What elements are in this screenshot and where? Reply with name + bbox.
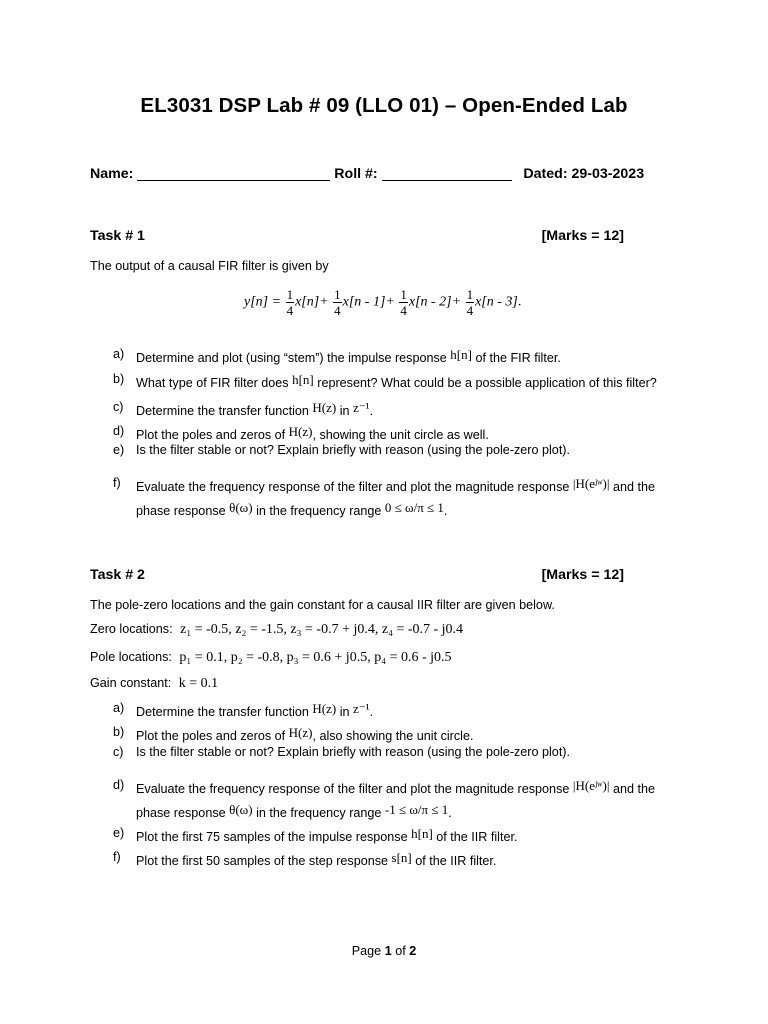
task2-marks: [Marks = 12] xyxy=(541,567,624,583)
task2-heading: Task # 2 xyxy=(90,567,145,583)
magnitude-response-symbol: |H(eʲʷ)| xyxy=(572,778,610,793)
z-inverse-symbol: z⁻¹ xyxy=(353,701,370,716)
transfer-fn-symbol: H(z) xyxy=(312,400,337,415)
roll-blank xyxy=(382,166,512,181)
zero-locations: Zero locations: z₁ = -0.5, z₂ = -1.5, z₃ = -0.7 + j0.4, z₄ = -0.7 - j0.4 xyxy=(90,622,464,637)
magnitude-response-symbol: |H(eʲʷ)| xyxy=(572,476,610,491)
eq-frac-3: $\frac{1}{4}$ xyxy=(400,287,407,318)
transfer-fn-symbol: H(z) xyxy=(288,424,313,439)
eq-frac-2: $\frac{1}{4}$ xyxy=(334,287,341,318)
task1-heading: Task # 1 xyxy=(90,228,145,244)
eq-frac-4: $\frac{1}{4}$ xyxy=(466,287,474,318)
s-n-symbol: s[n] xyxy=(391,850,412,865)
zero-values: z₁ = -0.5, z₂ = -1.5, z₃ = -0.7 + j0.4, z₄ = -0.7 - j0.4 xyxy=(180,622,464,637)
frequency-range-symbol: -1 ≤ ω/π ≤ 1 xyxy=(384,802,449,817)
document-page: EL3031 DSP Lab # 09 (LLO 01) – Open-Ended Lab Name: Roll #: Dated: 29-03-2023 Task # 1 [Marks = 12] The output of a causal FIR filter is given by y[n] = $\frac{1}{4}$ x[n]+ $\frac{1}{4}$ x[n - 1]+ $\frac{1}{4}$ x[n - 2]+ $\frac{1}{4}$ x[n - 3]. a) Determine and plot (using “stem”) the impulse response h[n] of the FIR filter. b) What type of FIR filter does h[n] represent? What could be a possible application of this filter? c) Determine the transfer function H(z) in z⁻¹. d) Plot the poles and zeros of H(z), showing the unit circle as well. e) Is the filter stable or not? Explain briefly with reason (using the pole-zero plot). f) Evaluate the frequency response of the filter and plot the magnitude response |H(eʲʷ)| and the phase response θ(ω) in the frequency range 0 ≤ ω/π ≤ 1. Task # 2 [Marks = 12] The pole-zero locations and the gain constant for a causal IIR filter are given below. Zero locations: z₁ = -0.5, z₂ = -1.5, z₃ = -0.7 + j0.4, z₄ = -0.7 - j0.4 Pole locations: p₁ = 0.1, p₂ = -0.8, p₃ = 0.6 + j0.5, p₄ = 0.6 - j0.5 Gain constant: k = 0.1 a) Determine the transfer function H(z) in z⁻¹. b) Plot the poles and zeros of H(z), also showing the unit circle. c) Is the filter stable or not? Explain briefly with reason (using the pole-zero plot). d) Evaluate the frequency response of the filter and plot the magnitude response |H(eʲʷ)| and the phase response θ(ω) in the frequency range -1 ≤ ω/π ≤ 1. e) Plot the first 75 samples of the impulse response h[n] of the IIR filter. f) Plot the first 50 samples of the step response s[n] of the IIR filter. Page 1 of 2 xyxy=(0,0,768,1024)
pole-values: p₁ = 0.1, p₂ = -0.8, p₃ = 0.6 + j0.5, p₄ = 0.6 - j0.5 xyxy=(179,650,452,665)
z-inverse-symbol: z⁻¹ xyxy=(353,400,370,415)
roll-label: Roll #: xyxy=(334,166,378,182)
gain-constant: Gain constant: k = 0.1 xyxy=(90,676,219,691)
page-footer: Page 1 of 2 xyxy=(351,944,417,958)
name-blank xyxy=(137,166,330,181)
name-label: Name: xyxy=(90,166,134,182)
task1-intro: The output of a causal FIR filter is given by xyxy=(90,259,329,273)
gain-value: k = 0.1 xyxy=(178,676,219,691)
h-n-symbol: h[n] xyxy=(450,347,472,362)
h-n-symbol: h[n] xyxy=(292,372,314,387)
eq-frac-1: $\frac{1}{4}$ xyxy=(286,287,294,318)
page-total: 2 xyxy=(409,944,417,958)
phase-response-symbol: θ(ω) xyxy=(229,500,253,515)
task1-header xyxy=(90,228,624,244)
phase-response-symbol: θ(ω) xyxy=(229,802,253,817)
eq-term-1: x[n]+ xyxy=(295,294,329,310)
task2-header xyxy=(90,567,624,583)
eq-lhs: y[n] = xyxy=(244,294,282,310)
frequency-range-symbol: 0 ≤ ω/π ≤ 1 xyxy=(384,500,444,515)
h-n-symbol: h[n] xyxy=(411,826,433,841)
student-info-line xyxy=(90,166,644,182)
page-current: 1 xyxy=(384,944,392,958)
eq-term-2: x[n - 1]+ xyxy=(342,294,395,310)
transfer-fn-symbol: H(z) xyxy=(288,725,313,740)
eq-term-3: x[n - 2]+ xyxy=(408,294,462,310)
fir-equation: y[n] = $\frac{1}{4}$ x[n]+ $\frac{1}{4}$ x[n - 1]+ $\frac{1}{4}$ x[n - 2]+ $\frac{1}{4}$ x[n - 3]. xyxy=(244,287,522,318)
dated-label: Dated: 29-03-2023 xyxy=(523,166,645,182)
task2-intro: The pole-zero locations and the gain constant for a causal IIR filter are given below. xyxy=(90,598,555,612)
transfer-fn-symbol: H(z) xyxy=(312,701,337,716)
eq-term-4: x[n - 3] xyxy=(475,294,518,310)
task1-marks: [Marks = 12] xyxy=(541,228,624,244)
page-title: EL3031 DSP Lab # 09 (LLO 01) – Open-Ended Lab xyxy=(140,94,628,117)
pole-locations: Pole locations: p₁ = 0.1, p₂ = -0.8, p₃ = 0.6 + j0.5, p₄ = 0.6 - j0.5 xyxy=(90,650,452,665)
